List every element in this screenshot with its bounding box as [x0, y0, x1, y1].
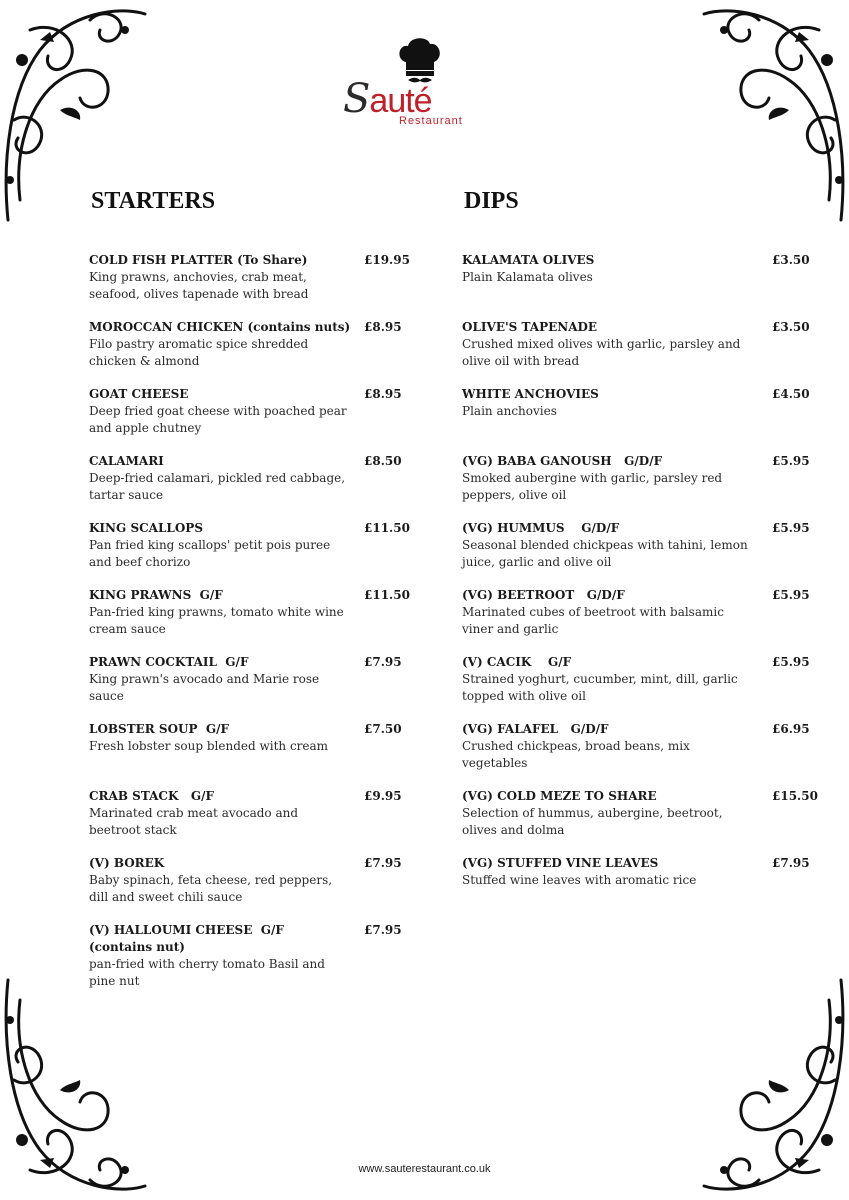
item-description: Marinated crab meat avocado and beetroot stack [89, 806, 299, 837]
dips-title: DIPS [464, 188, 519, 214]
item-description: Deep-fried calamari, pickled red cabbage, tartar sauce [89, 471, 346, 502]
item-price: £8.50 [364, 454, 402, 468]
corner-flourish-top-right [699, 0, 849, 230]
item-description: Strained yoghurt, cucumber, mint, dill, garlic topped with olive oil [462, 672, 738, 703]
list-item [462, 587, 812, 638]
item-name: (VG) STUFFED VINE LEAVES [462, 856, 659, 870]
logo-subtitle: Restaurant [399, 115, 463, 127]
item-price: £3.50 [772, 253, 810, 267]
item-description: King prawns, anchovies, crab meat, seafood, olives tapenade with bread [89, 270, 309, 301]
item-name: LOBSTER SOUP G/F [89, 722, 230, 736]
list-item [462, 520, 812, 571]
restaurant-logo [343, 36, 473, 131]
item-price: £11.50 [364, 588, 410, 602]
item-price: £7.50 [364, 722, 402, 736]
list-item [462, 855, 812, 889]
item-description: Baby spinach, feta cheese, red peppers, dill and sweet chili sauce [89, 873, 333, 904]
item-name: OLIVE'S TAPENADE [462, 320, 598, 334]
item-description: Seasonal blended chickpeas with tahini, lemon juice, garlic and olive oil [462, 538, 748, 569]
list-item [89, 520, 409, 571]
list-item [89, 788, 409, 839]
item-name: (VG) BABA GANOUSH G/D/F [462, 454, 663, 468]
website-link[interactable]: www.sauterestaurant.co.uk [358, 1163, 491, 1175]
item-description: Pan-fried king prawns, tomato white wine cream sauce [89, 605, 344, 636]
item-description: Filo pastry aromatic spice shredded chicken & almond [89, 337, 309, 368]
item-price: £4.50 [772, 387, 810, 401]
list-item [462, 788, 818, 839]
item-name: PRAWN COCKTAIL G/F [89, 655, 249, 669]
item-price: £8.95 [364, 320, 402, 334]
list-item [89, 386, 409, 437]
list-item [462, 721, 812, 772]
item-name: KING PRAWNS G/F [89, 588, 223, 602]
list-item [89, 453, 409, 504]
item-name: CALAMARI [89, 454, 164, 468]
list-item [89, 855, 409, 906]
logo-wordmark-rest: auté [369, 82, 432, 120]
list-item [89, 922, 409, 990]
item-name: (V) BOREK [89, 856, 165, 870]
item-name: CRAB STACK G/F [89, 789, 215, 803]
item-description: Marinated cubes of beetroot with balsamic viner and garlic [462, 605, 724, 636]
item-price: £7.95 [772, 856, 810, 870]
item-description: Fresh lobster soup blended with cream [89, 739, 329, 753]
item-description: pan-fried with cherry tomato Basil and pine nut [89, 957, 325, 988]
item-price: £9.95 [364, 789, 402, 803]
item-price: £3.50 [772, 320, 810, 334]
item-price: £5.95 [772, 454, 810, 468]
list-item [462, 252, 812, 286]
item-price: £5.95 [772, 588, 810, 602]
item-name: (V) CACIK G/F [462, 655, 572, 669]
item-description: Crushed chickpeas, broad beans, mix vegetables [462, 739, 690, 770]
list-item [89, 319, 409, 370]
item-name: (VG) COLD MEZE TO SHARE [462, 789, 657, 803]
item-description: Plain anchovies [462, 404, 557, 418]
item-name: COLD FISH PLATTER (To Share) [89, 253, 308, 267]
list-item [462, 654, 812, 705]
item-price: £19.95 [364, 253, 410, 267]
list-item [462, 319, 812, 370]
item-name: GOAT CHEESE [89, 387, 189, 401]
item-name: (V) HALLOUMI CHEESE G/F (contains nut) [89, 923, 284, 954]
item-name: (VG) BEETROOT G/D/F [462, 588, 625, 602]
item-description: Crushed mixed olives with garlic, parsley and olive oil with bread [462, 337, 741, 368]
item-description: Smoked aubergine with garlic, parsley red peppers, olive oil [462, 471, 723, 502]
item-description: King prawn's avocado and Marie rose sauce [89, 672, 320, 703]
logo-wordmark-s: S [343, 76, 370, 122]
list-item [89, 654, 409, 705]
item-price: £5.95 [772, 655, 810, 669]
list-item [89, 252, 409, 303]
item-price: £8.95 [364, 387, 402, 401]
list-item [462, 453, 812, 504]
item-description: Selection of hummus, aubergine, beetroot, olives and dolma [462, 806, 723, 837]
list-item [89, 587, 409, 638]
item-name: MOROCCAN CHICKEN (contains nuts) [89, 320, 351, 334]
item-name: (VG) HUMMUS G/D/F [462, 521, 620, 535]
starters-title: STARTERS [91, 188, 216, 214]
item-description: Plain Kalamata olives [462, 270, 593, 284]
item-price: £11.50 [364, 521, 410, 535]
item-name: KALAMATA OLIVES [462, 253, 595, 267]
item-price: £7.95 [364, 856, 402, 870]
item-price: £7.95 [364, 655, 402, 669]
item-price: £7.95 [364, 923, 402, 937]
list-item [462, 386, 812, 420]
item-price: £5.95 [772, 521, 810, 535]
item-description: Pan fried king scallops' petit pois puree and beef chorizo [89, 538, 331, 569]
item-description: Stuffed wine leaves with aromatic rice [462, 873, 697, 887]
item-price: £6.95 [772, 722, 810, 736]
item-name: WHITE ANCHOVIES [462, 387, 599, 401]
item-name: (VG) FALAFEL G/D/F [462, 722, 609, 736]
item-price: £15.50 [772, 789, 818, 803]
item-name: KING SCALLOPS [89, 521, 203, 535]
list-item [89, 721, 409, 755]
item-description: Deep fried goat cheese with poached pear and apple chutney [89, 404, 347, 435]
